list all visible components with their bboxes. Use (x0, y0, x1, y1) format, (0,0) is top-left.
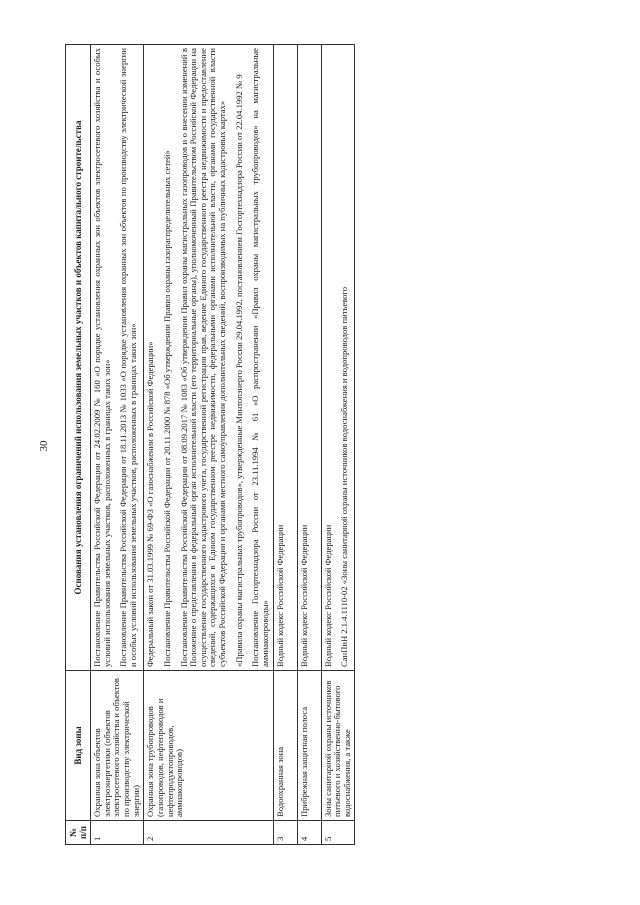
basis-paragraph: СанПиН 2.1.4.1110-02 «Зоны санитарной охраны источников водоснабжения и водопроводов питьевого (339, 286, 350, 667)
basis-paragraph: Постановление Правительства Российской Федерации от 20.11.2000 № 878 «Об утверждении Правил охраны газораспределительных сетей» (161, 150, 172, 667)
zone-type: Прибрежная защитная полоса (297, 671, 321, 821)
basis-cell (321, 45, 355, 671)
basis-cell (297, 45, 321, 671)
zone-type: Водоохранная зона (273, 671, 297, 821)
basis-paragraph: Постановление Госгортехнадзора России от 23.11.1994 № 61 «О распространении «Правил охраны магистральных трубопроводов» на магистральные аммиакопроводы» (250, 48, 270, 667)
zone-type: Охранная зона трубопроводов (газопроводов, нефтепроводов и нефтепродуктопроводов, аммиакопроводов) (144, 671, 273, 821)
table-row (321, 45, 355, 845)
table-row (297, 45, 321, 845)
basis-paragraph: «Правила охраны магистральных трубопроводов», утвержденные Минтопэнерго России 29.04.1992, постановлением Госгортехнадзора России от 22.04.1992 № 9 (233, 74, 244, 667)
rotated-table-container (65, 45, 610, 845)
basis-paragraph: Водный кодекс Российской Федерации (322, 524, 333, 667)
basis-paragraph: Водный кодекс Российской Федерации (298, 524, 309, 667)
basis-cell (273, 45, 297, 671)
table-row (91, 45, 144, 845)
page-number: 30 (38, 440, 50, 452)
row-number: 4 (297, 821, 321, 845)
row-number: 1 (91, 821, 144, 845)
basis-cell (144, 45, 273, 671)
table-header-row (66, 45, 91, 845)
zone-type: Охранная зона объектов электроэнергетики (объектов электросетевого хозяйства и объектов по производству электрической энергии) (91, 671, 144, 821)
header-basis: Основания установления ограничений использования земельных участков и объектов капитального строительства (66, 45, 91, 671)
row-number: 2 (144, 821, 273, 845)
basis-cell (91, 45, 144, 671)
basis-paragraph: Постановление Правительства Российской Федерации от 08.09.2017 № 1083 «Об утверждении Правил охраны магистральных газопроводов и о внесении изменений в Положение о представлении в федеральный орган исполнительной власти (его территориальные органы), уполномоченный Правительством Российской Федерации на осуществление государственного кадастрового учета, государственной регистрации прав, ведение Единого государственного реестра недвижимости и предоставление сведений, содержащихся в Едином государственном реестре недвижимости, федеральными органами исполнительной власти, органами государственной власти субъектов Российской Федерации и органами местного самоуправления дополнительных сведений, воспроизводимых на публичных кадастровых картах» (178, 48, 228, 667)
restrictions-table (65, 44, 355, 845)
zone-type: Зоны санитарной охраны источников питьевого и хозяйственно-бытового водоснабжения, а также (321, 671, 355, 821)
basis-paragraph: Водный кодекс Российской Федерации (274, 524, 285, 667)
table-row (273, 45, 297, 845)
row-number: 3 (273, 821, 297, 845)
basis-paragraph: Постановление Правительства Российской Федерации от 18.11.2013 № 1033 «О порядке установления охранных зон объектов по производству электрической энергии и особых условий использования земельных участков, расположенных в границах таких зон» (118, 48, 139, 667)
basis-paragraph: Постановление Правительства Российской Федерации от 24.02.2009 № 160 «О порядке установления охранных зон объектов электросетевого хозяйства и особых условий использования земельных участков, расположенных в границах таких зон» (92, 48, 112, 667)
header-number: № п/п (66, 821, 91, 845)
basis-paragraph: Федеральный закон от 31.03.1999 № 69-ФЗ «О газоснабжении в Российской Федерации» (145, 341, 156, 667)
table-row (144, 45, 273, 845)
row-number: 5 (321, 821, 355, 845)
header-zone-type: Вид зоны (66, 671, 91, 821)
